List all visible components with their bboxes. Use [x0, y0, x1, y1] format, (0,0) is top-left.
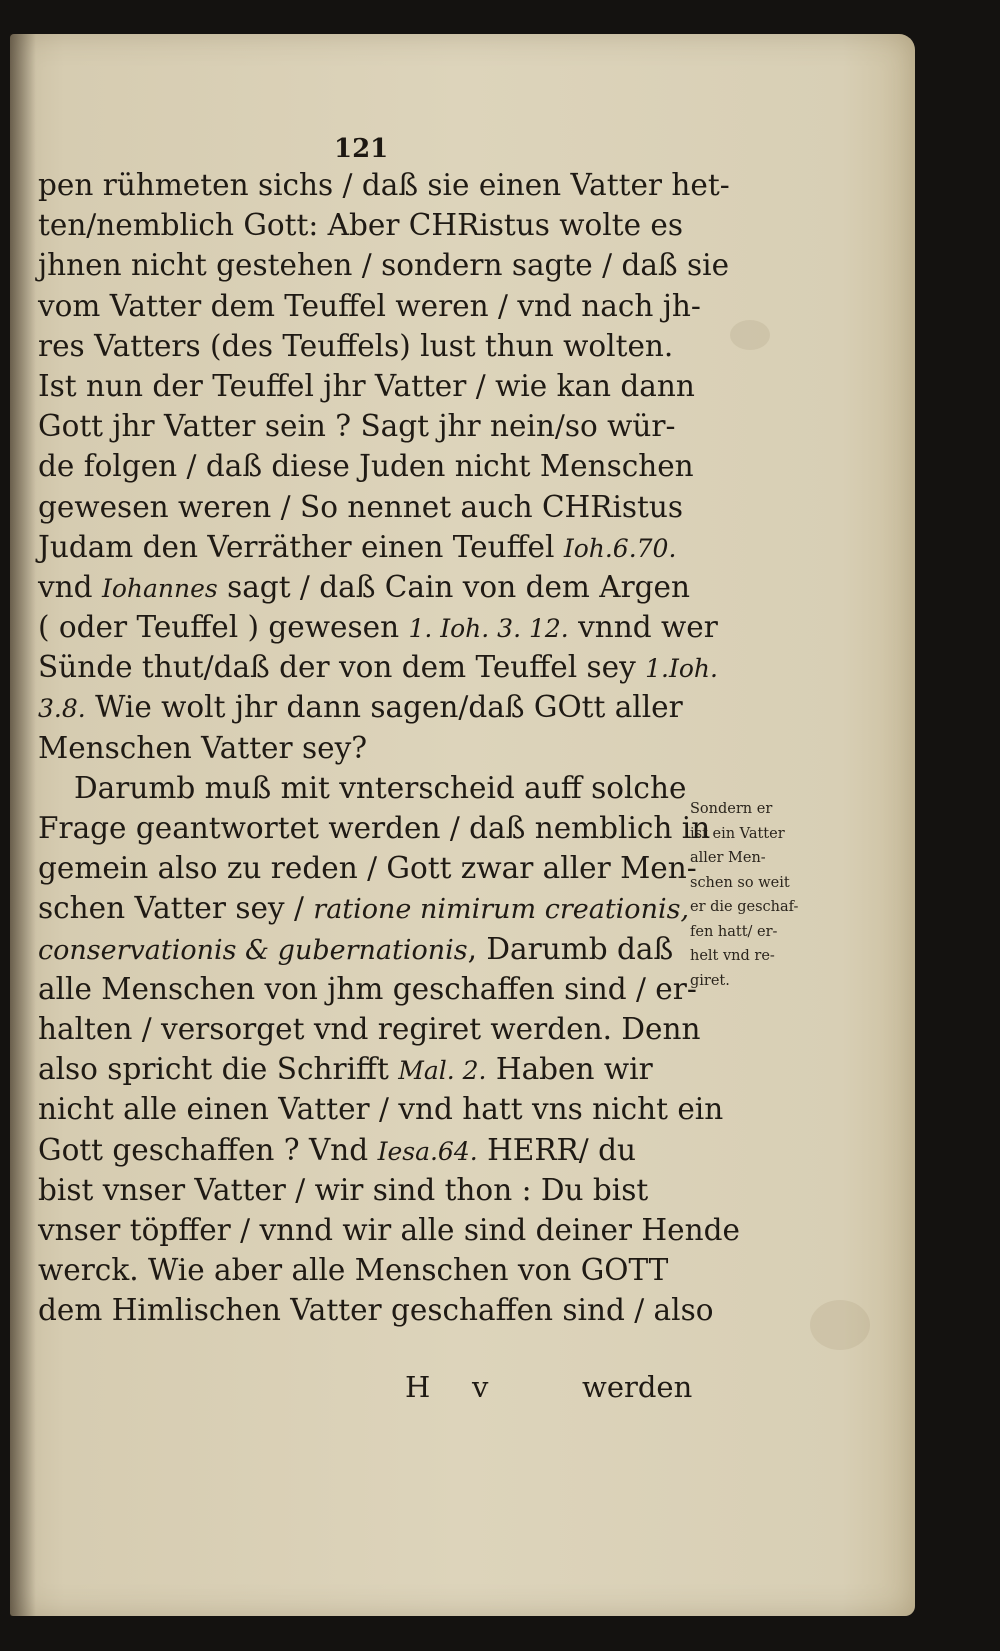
text-line: [38, 366, 695, 406]
text-line: [38, 286, 701, 326]
catchword: werden: [582, 1370, 693, 1404]
text-line: [38, 567, 691, 607]
text-line: [38, 527, 688, 567]
text-segment: alle Menschen von jhm geschaffen sind / er-: [38, 971, 697, 1006]
text-line: [38, 1250, 688, 1290]
text-line: [38, 1130, 688, 1170]
text-segment: Ist nun der Teuffel jhr Vatter / wie kan dann: [38, 368, 695, 403]
marginal-note-line: schen so weit: [690, 874, 790, 891]
text-line: [38, 1009, 701, 1049]
scripture-reference: Iesa.64.: [377, 1136, 478, 1166]
signature-mark: H: [405, 1370, 431, 1404]
text-line: [38, 768, 688, 808]
text-line: [38, 205, 688, 245]
text-segment: dem Himlischen Vatter geschaffen sind / also: [38, 1293, 714, 1328]
text-segment: halten / versorget vnd regiret werden. Denn: [38, 1011, 701, 1046]
text-line: [38, 848, 697, 888]
text-segment: Frage geantwortet werden / daß nemblich in: [38, 811, 711, 845]
scripture-reference: 1.Ioh.: [645, 654, 718, 684]
text-line: [38, 1210, 740, 1250]
marginal-note-line: ist ein Vatter: [690, 825, 785, 842]
text-line: [38, 245, 730, 285]
text-segment: Menschen Vatter sey?: [38, 730, 368, 765]
text-segment: bist vnser Vatter / wir sind thon : Du bist: [38, 1172, 649, 1207]
text-segment: Sünde thut/daß der von dem Teuffel sey: [38, 650, 646, 685]
text-segment: vnser töpffer / vnnd wir alle sind deiner Hende: [38, 1212, 740, 1247]
text-line: [38, 808, 711, 848]
text-segment: de folgen / daß diese Juden nicht Menschen: [38, 449, 694, 484]
text-segment: schen Vatter sey /: [38, 891, 314, 926]
text-line: [38, 446, 694, 486]
text-segment: Darumb muß mit vnterscheid auff solche: [74, 770, 687, 805]
text-segment: werck. Wie aber alle Menschen von GOTT: [38, 1253, 669, 1288]
marginal-note: [690, 797, 840, 993]
marginal-note-line: helt vnd re-: [690, 948, 775, 964]
paper-stain: [810, 1300, 870, 1350]
page-number: 121: [334, 134, 389, 164]
marginal-note-line: giret.: [690, 972, 730, 989]
text-segment: vnd: [38, 569, 102, 604]
text-line: [38, 1049, 688, 1089]
latin-phrase: conservationis & gubernationis: [38, 934, 468, 966]
text-segment: Wie wolt jhr dann sagen/daß GOtt aller: [85, 690, 683, 725]
text-line: [38, 487, 688, 527]
text-line: [38, 1170, 688, 1210]
text-segment: ( oder Teuffel ) gewesen: [38, 610, 409, 645]
text-segment: res Vatters (des Teuffels) lust thun wolten.: [38, 328, 674, 363]
text-segment: gewesen weren / So nennet auch CHRistus: [38, 489, 684, 524]
text-line: [38, 406, 688, 446]
text-line: [38, 607, 718, 647]
text-line: [38, 326, 688, 366]
text-segment: Haben wir: [486, 1052, 653, 1087]
text-segment: nicht alle einen Vatter / vnd hatt vns nicht ein: [38, 1092, 724, 1127]
text-segment: also spricht die Schrifft: [38, 1052, 399, 1087]
text-line: [38, 969, 697, 1009]
scripture-reference: 3.8.: [38, 694, 86, 724]
text-segment: vom Vatter dem Teuffel weren / vnd nach jh-: [38, 288, 701, 323]
text-segment: Gott geschaffen ? Vnd: [38, 1132, 378, 1167]
latin-phrase: ratione nimirum creationis,: [313, 894, 690, 926]
signature-number: v: [472, 1370, 489, 1404]
text-line: [38, 165, 730, 205]
text-segment: vnnd wer: [568, 610, 718, 645]
text-segment: jhnen nicht gestehen / sondern sagte / daß sie: [38, 248, 730, 283]
text-line: [38, 687, 688, 727]
text-segment: gemein also zu reden / Gott zwar aller Men-: [38, 851, 697, 886]
text-line: [38, 1089, 724, 1129]
text-segment: , Darumb daß: [467, 931, 674, 966]
scripture-reference: Ioh.6.70.: [563, 533, 677, 563]
scripture-reference: Mal. 2.: [398, 1056, 487, 1086]
text-segment: Judam den Verräther einen Teuffel: [38, 529, 564, 564]
marginal-note-line: aller Men-: [690, 850, 766, 866]
text-segment: pen rühmeten sichs / daß sie einen Vatter het-: [38, 168, 730, 202]
text-line: [38, 888, 688, 928]
text-segment: Gott jhr Vatter sein ? Sagt jhr nein/so wür-: [38, 409, 676, 444]
gutter-shadow: [10, 34, 36, 1616]
marginal-note-line: Sondern er: [690, 801, 773, 817]
marginal-note-line: fen hatt/ er-: [690, 923, 778, 940]
text-line: [38, 728, 688, 768]
scripture-reference: 1. Ioh. 3. 12.: [408, 614, 569, 644]
text-line: [38, 929, 688, 969]
paper-stain: [730, 320, 770, 350]
text-segment: ten/nemblich Gott: Aber CHRistus wolte es: [38, 208, 683, 243]
marginal-note-line: er die geschaf-: [690, 899, 799, 915]
text-segment: sagt / daß Cain von dem Argen: [217, 569, 691, 604]
scripture-reference: Iohannes: [101, 573, 218, 603]
text-segment: HERR/ du: [477, 1132, 636, 1167]
text-line: [38, 647, 718, 687]
text-line: [38, 1290, 714, 1330]
